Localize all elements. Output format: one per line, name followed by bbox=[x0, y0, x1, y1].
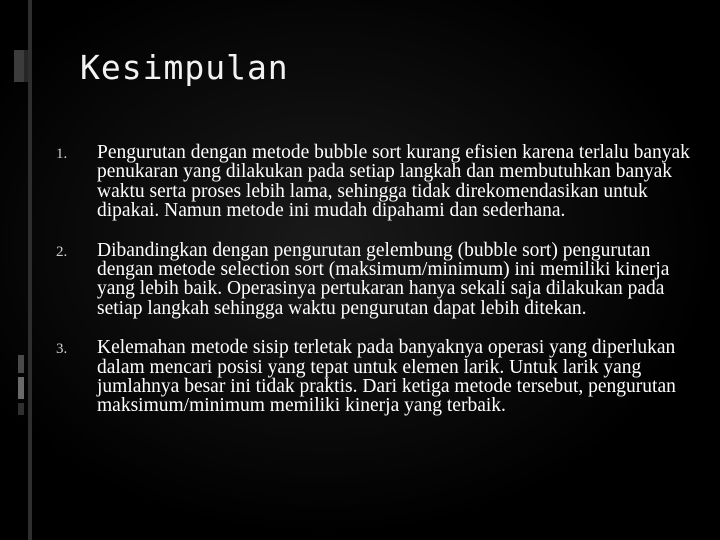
side-accent-block bbox=[18, 355, 24, 373]
title-accent-bar-shadow bbox=[24, 50, 28, 82]
list-item bbox=[56, 338, 706, 416]
slide-title: Kesimpulan bbox=[80, 48, 289, 87]
conclusion-list bbox=[56, 143, 706, 416]
item-number: 2. bbox=[56, 243, 68, 260]
list-item bbox=[56, 241, 706, 319]
side-accent-block bbox=[18, 377, 24, 399]
item-number: 1. bbox=[56, 146, 68, 162]
item-text: Kelemahan metode sisip terletak pada banyaknya operasi yang diperlukan dalam mencari posisi yang tepat untuk elemen larik. Untuk larik yang jumlahnya besar ini tidak praktis. Dari ketiga metode tersebut, pengurutan maksimum/minimum memiliki kinerja yang terbaik. bbox=[97, 337, 676, 417]
list-item bbox=[56, 143, 706, 221]
title-accent-bar bbox=[14, 50, 24, 82]
item-number: 3. bbox=[56, 341, 68, 358]
item-text: Pengurutan dengan metode bubble sort kurang efisien karena terlalu banyak penukaran yang dilakukan pada setiap langkah dan membutuhkan banyak waktu serta proses lebih lama, sehingga tidak direkomendasikan untuk dipakai. Namun metode ini mudah dipahami dan sederhana. bbox=[97, 142, 690, 222]
side-accent-block bbox=[18, 403, 24, 415]
item-text: Dibandingkan dengan pengurutan gelembung (bubble sort) pengurutan dengan metode selection sort (maksimum/minimum) ini memiliki kinerja yang lebih baik. Operasinya pertukaran hanya sekali saja dilakukan pada setiap langkah sehingga waktu pengurutan dapat lebih ditekan. bbox=[97, 239, 670, 319]
left-frame-line bbox=[28, 0, 32, 540]
